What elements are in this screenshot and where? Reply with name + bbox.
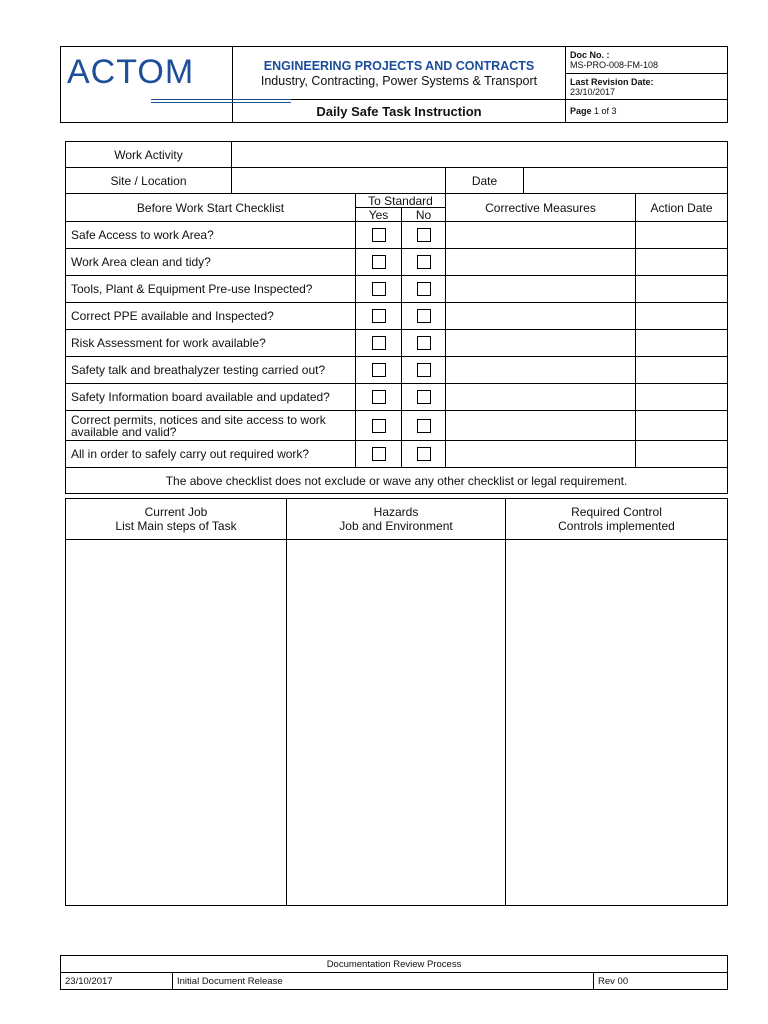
footer-title: Documentation Review Process (61, 956, 728, 973)
required-control-title: Required Control (571, 505, 662, 519)
footer-rev: Rev 00 (594, 973, 728, 990)
logo-underline-2 (151, 102, 291, 103)
revision-value: 23/10/2017 (570, 86, 616, 97)
no-heading: No (402, 208, 446, 222)
no-checkbox[interactable] (417, 390, 431, 404)
checklist-disclaimer: The above checklist does not exclude or wave any other checklist or legal requirement. (66, 468, 728, 494)
action-date-field[interactable] (636, 276, 728, 303)
revision-cell (566, 73, 728, 100)
yes-checkbox[interactable] (372, 363, 386, 377)
checklist-item: Correct PPE available and Inspected? (66, 303, 356, 330)
doc-no-value: MS-PRO-008-FM-108 (570, 59, 659, 70)
footer-description: Initial Document Release (173, 973, 594, 990)
required-control-field[interactable] (506, 540, 728, 906)
no-checkbox[interactable] (417, 363, 431, 377)
work-activity-label: Work Activity (66, 142, 232, 168)
date-field[interactable] (524, 168, 728, 194)
document-footer (60, 955, 728, 990)
action-date-field[interactable] (636, 357, 728, 384)
task-hazard-table (65, 498, 728, 906)
checklist-row (66, 303, 728, 330)
checklist-item: Work Area clean and tidy? (66, 249, 356, 276)
date-label: Date (446, 168, 524, 194)
yes-checkbox[interactable] (372, 447, 386, 461)
checklist-row (66, 441, 728, 468)
document-header (60, 46, 728, 123)
current-job-title: Current Job (144, 505, 208, 519)
checklist-row (66, 222, 728, 249)
checklist-row (66, 384, 728, 411)
checklist-row (66, 249, 728, 276)
revision-label: Last Revision Date: (570, 76, 654, 87)
action-date-field[interactable] (636, 249, 728, 276)
required-control-heading (506, 499, 728, 540)
corrective-measure-field[interactable] (446, 276, 636, 303)
corrective-measure-field[interactable] (446, 222, 636, 249)
yes-checkbox[interactable] (372, 228, 386, 242)
no-checkbox[interactable] (417, 336, 431, 350)
logo-text: ACTOM (67, 53, 195, 91)
no-checkbox[interactable] (417, 228, 431, 242)
checklist-item: Risk Assessment for work available? (66, 330, 356, 357)
logo-underline (151, 99, 291, 100)
action-date-field[interactable] (636, 411, 728, 441)
company-name: ENGINEERING PROJECTS AND CONTRACTS (263, 58, 535, 73)
corrective-measure-field[interactable] (446, 330, 636, 357)
doc-no-cell (566, 47, 728, 74)
form-title: Daily Safe Task Instruction (233, 100, 566, 123)
site-location-label: Site / Location (66, 168, 232, 194)
checklist-row (66, 330, 728, 357)
hazards-heading (287, 499, 506, 540)
action-date-field[interactable] (636, 384, 728, 411)
no-checkbox[interactable] (417, 282, 431, 296)
checklist-item: All in order to safely carry out required work? (66, 441, 356, 468)
to-standard-heading: To Standard (356, 194, 446, 208)
work-activity-field[interactable] (232, 142, 728, 168)
checklist-table (65, 141, 728, 494)
checklist-row (66, 411, 728, 441)
yes-checkbox[interactable] (372, 419, 386, 433)
current-job-heading (66, 499, 287, 540)
no-checkbox[interactable] (417, 419, 431, 433)
no-checkbox[interactable] (417, 447, 431, 461)
checklist-item: Correct permits, notices and site access to work available and valid? (66, 411, 356, 441)
no-checkbox[interactable] (417, 309, 431, 323)
action-date-field[interactable] (636, 330, 728, 357)
hazards-title: Hazards (373, 505, 419, 519)
action-date-heading: Action Date (636, 194, 728, 222)
action-date-field[interactable] (636, 222, 728, 249)
yes-checkbox[interactable] (372, 336, 386, 350)
footer-date: 23/10/2017 (61, 973, 173, 990)
yes-checkbox[interactable] (372, 309, 386, 323)
hazards-subtitle: Job and Environment (339, 519, 453, 533)
checklist-row (66, 357, 728, 384)
checklist-heading: Before Work Start Checklist (66, 194, 356, 222)
checklist-item: Safe Access to work Area? (66, 222, 356, 249)
yes-checkbox[interactable] (372, 255, 386, 269)
page-label: Page (570, 106, 592, 117)
corrective-measures-heading: Corrective Measures (446, 194, 636, 222)
page-value: 1 of 3 (594, 106, 617, 117)
corrective-measure-field[interactable] (446, 357, 636, 384)
corrective-measure-field[interactable] (446, 249, 636, 276)
corrective-measure-field[interactable] (446, 384, 636, 411)
corrective-measure-field[interactable] (446, 441, 636, 468)
action-date-field[interactable] (636, 441, 728, 468)
current-job-subtitle: List Main steps of Task (115, 519, 237, 533)
logo (61, 47, 233, 123)
site-location-field[interactable] (232, 168, 446, 194)
yes-checkbox[interactable] (372, 390, 386, 404)
company-block (233, 47, 566, 100)
corrective-measure-field[interactable] (446, 303, 636, 330)
yes-checkbox[interactable] (372, 282, 386, 296)
current-job-field[interactable] (66, 540, 287, 906)
checklist-item: Safety talk and breathalyzer testing carried out? (66, 357, 356, 384)
hazards-field[interactable] (287, 540, 506, 906)
doc-no-label: Doc No. : (570, 49, 610, 60)
checklist-item: Tools, Plant & Equipment Pre-use Inspected? (66, 276, 356, 303)
company-subtitle: Industry, Contracting, Power Systems & Transport (260, 73, 538, 88)
checklist-item: Safety Information board available and updated? (66, 384, 356, 411)
yes-heading: Yes (356, 208, 402, 222)
action-date-field[interactable] (636, 303, 728, 330)
checklist-row (66, 276, 728, 303)
no-checkbox[interactable] (417, 255, 431, 269)
page-cell (566, 100, 728, 123)
required-control-subtitle: Controls implemented (558, 519, 675, 533)
corrective-measure-field[interactable] (446, 411, 636, 441)
